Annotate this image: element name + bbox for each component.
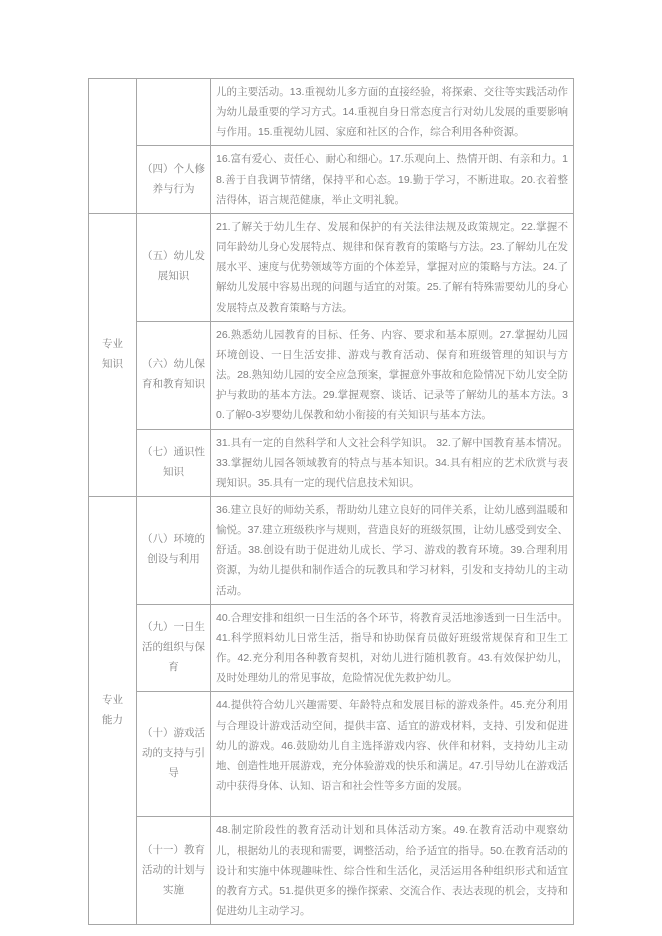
- subcategory-cell: （五）幼儿发展知识: [137, 213, 211, 321]
- content-cell: 26.熟悉幼儿园教育的目标、任务、内容、要求和基本原则。27.掌握幼儿园环境创设、一日生活安排、游戏与教育活动、保育和班级管理的知识与方法。28.熟知幼儿园的安全应急预案，掌握意外事故和危险情况下幼儿安全防护与救助的基本方法。29.掌握观察、谈话、记录等了解幼儿的基本方法。30.了解0-3岁婴幼儿保教和幼小衔接的有关知识与基本方法。: [211, 321, 574, 429]
- category-cell-ability: 专业能力: [89, 496, 137, 924]
- content-cell: 31.具有一定的自然科学和人文社会科学知识。 32.了解中国教育基本情况。33.掌握幼儿园各领域教育的特点与基本知识。34.具有相应的艺术欣赏与表现知识。35.具有一定的现代信息技术知识。: [211, 429, 574, 496]
- subcategory-cell: （七）通识性知识: [137, 429, 211, 496]
- subcategory-cell: （九）一日生活的组织与保育: [137, 604, 211, 692]
- table-row: [89, 429, 574, 496]
- subcategory-cell: （六）幼儿保育和教育知识: [137, 321, 211, 429]
- table-row: [89, 604, 574, 692]
- content-cell: 16.富有爱心、责任心、耐心和细心。17.乐观向上、热情开朗、有亲和力。18.善于自我调节情绪，保持平和心态。19.勤于学习，不断进取。20.衣着整洁得体，语言规范健康，举止文明礼貌。: [211, 146, 574, 213]
- content-cell: 44.提供符合幼儿兴趣需要、年龄特点和发展目标的游戏条件。45.充分利用与合理设计游戏活动空间，提供丰富、适宜的游戏材料，支持、引发和促进幼儿的游戏。46.鼓励幼儿自主选择游戏内容、伙伴和材料，支持幼儿主动地、创造性地开展游戏，充分体验游戏的快乐和满足。47.引导幼儿在游戏活动中获得身体、认知、语言和社会性等多方面的发展。: [211, 692, 574, 817]
- category-cell-knowledge: 专业知识: [89, 213, 137, 496]
- content-cell: 36.建立良好的师幼关系，帮助幼儿建立良好的同伴关系，让幼儿感到温暖和愉悦。37.建立班级秩序与规则，营造良好的班级氛围，让幼儿感受到安全、舒适。38.创设有助于促进幼儿成长、学习、游戏的教育环境。39.合理利用资源，为幼儿提供和制作适合的玩教具和学习材料，引发和支持幼儿的主动活动。: [211, 496, 574, 604]
- table-row: [89, 692, 574, 817]
- content-cell: 21.了解关于幼儿生存、发展和保护的有关法律法规及政策规定。22.掌握不同年龄幼儿身心发展特点、规律和保育教育的策略与方法。23.了解幼儿在发展水平、速度与优势领域等方面的个体差异，掌握对应的策略与方法。24.了解幼儿发展中容易出现的问题与适宜的对策。25.了解有特殊需要幼儿的身心发展特点及教育策略与方法。: [211, 213, 574, 321]
- table-row: [89, 817, 574, 925]
- subcategory-cell: [137, 79, 211, 146]
- table-row: [89, 213, 574, 321]
- content-cell: 40.合理安排和组织一日生活的各个环节，将教育灵活地渗透到一日生活中。41.科学照料幼儿日常生活，指导和协助保育员做好班级常规保育和卫生工作。42.充分利用各种教育契机，对幼儿进行随机教育。43.有效保护幼儿，及时处理幼儿的常见事故，危险情况优先救护幼儿。: [211, 604, 574, 692]
- subcategory-cell: （四）个人修养与行为: [137, 146, 211, 213]
- content-cell: 48.制定阶段性的教育活动计划和具体活动方案。49.在教育活动中观察幼儿，根据幼儿的表现和需要，调整活动，给予适宜的指导。50.在教育活动的设计和实施中体现趣味性、综合性和生活化，灵活运用各种组织形式和适宜的教育方式。51.提供更多的操作探索、交流合作、表达表现的机会，支持和促进幼儿主动学习。: [211, 817, 574, 925]
- subcategory-cell: （十）游戏活动的支持与引导: [137, 692, 211, 817]
- category-cell-continuation: [89, 79, 137, 214]
- table-row: [89, 79, 574, 146]
- subcategory-cell: （八）环境的创设与利用: [137, 496, 211, 604]
- table-row: [89, 496, 574, 604]
- content-cell: 儿的主要活动。13.重视幼儿多方面的直接经验，将探索、交往等实践活动作为幼儿最重要的学习方式。14.重视自身日常态度言行对幼儿发展的重要影响与作用。15.重视幼儿园、家庭和社区的合作，综合利用各种资源。: [211, 79, 574, 146]
- table-row: [89, 146, 574, 213]
- subcategory-cell: （十一）教育活动的计划与实施: [137, 817, 211, 925]
- teacher-standards-table: [88, 78, 574, 925]
- table-row: [89, 321, 574, 429]
